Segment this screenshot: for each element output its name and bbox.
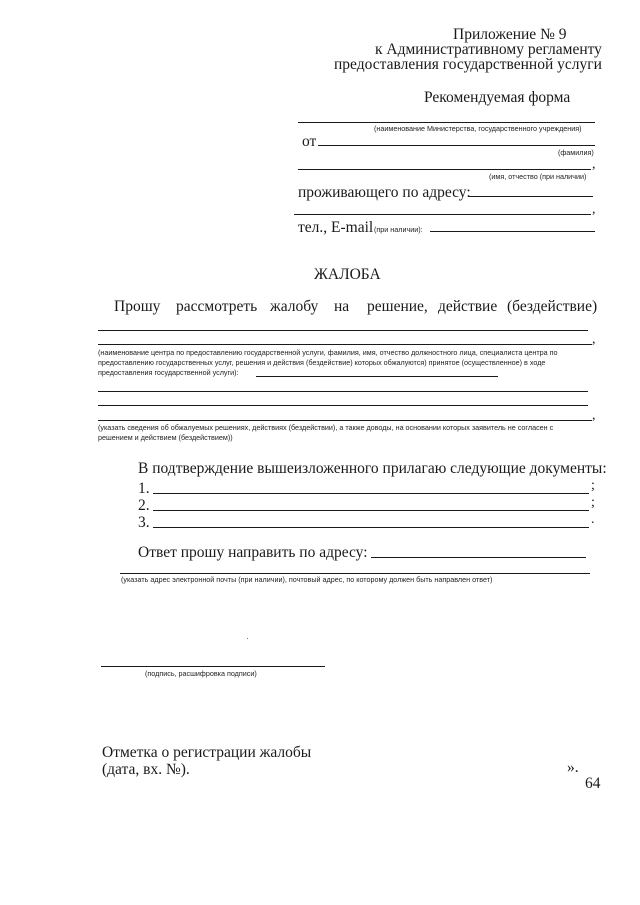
- attachment-1-line: [153, 493, 589, 494]
- reasons-line-3: [98, 420, 592, 421]
- subject-hint-1: (наименование центра по предоставлению государственной услуги, фамилия, имя, отчество должностного лица, специалиста центра по: [98, 348, 558, 357]
- ministry-hint: (наименование Министерства, государственного учреждения): [374, 124, 582, 133]
- name-hint: (имя, отчество (при наличии): [489, 172, 587, 181]
- subject-line-2: [98, 344, 592, 345]
- attachment-2-number: 2.: [138, 497, 150, 514]
- subject-hint-2: предоставлению государственных услуг, решения и действия (бездействие) которых обжалуются) принятое (осуществленное) в ходе: [98, 358, 546, 367]
- reasons-comma: ,: [592, 408, 596, 423]
- attachment-2-line: [153, 510, 589, 511]
- subject-comma: ,: [592, 332, 596, 347]
- subject-line-1: [98, 330, 588, 331]
- contacts-hint: (при наличии):: [374, 225, 423, 234]
- subject-line-3: [256, 376, 498, 377]
- ministry-line: [298, 122, 595, 123]
- address-line-1: [469, 196, 593, 197]
- page-number: 64: [585, 775, 601, 792]
- attachment-3-line: [153, 527, 589, 528]
- complaint-title: ЖАЛОБА: [314, 266, 381, 283]
- signature-line: [101, 666, 325, 667]
- request-word-4: на: [334, 298, 350, 315]
- scan-speck: [247, 638, 248, 639]
- attachments-label: В подтверждение вышеизложенного прилагаю следующие документы:: [138, 460, 607, 477]
- attachment-1-number: 1.: [138, 480, 150, 497]
- reply-line-2: [120, 573, 590, 574]
- contacts-label: тел., E-mail: [298, 219, 374, 236]
- reasons-hint-1: (указать сведения об обжалуемых решениях, действиях (бездействии), а также доводы, на основании которых заявитель не согласен с: [98, 423, 554, 432]
- attachment-3-period: .: [591, 512, 595, 527]
- registration-mark-line1: Отметка о регистрации жалобы: [102, 744, 312, 761]
- attachment-2-semicolon: ;: [591, 495, 595, 510]
- address-comma: ,: [592, 202, 596, 217]
- reasons-hint-2: решением и действием (бездействием)): [98, 433, 233, 442]
- address-label: проживающего по адресу:: [298, 184, 471, 201]
- closing-quote: ».: [567, 759, 579, 776]
- appendix-service: предоставления государственной услуги: [334, 56, 602, 73]
- request-word-2: рассмотреть: [176, 298, 258, 315]
- request-word-7: (бездействие): [507, 298, 598, 315]
- reply-line-1: [371, 557, 586, 558]
- subject-hint-3: предоставления государственной услуги):: [98, 368, 239, 377]
- signature-hint: (подпись, расшифровка подписи): [145, 669, 257, 678]
- from-label: от: [302, 133, 317, 150]
- address-line-2: [294, 214, 591, 215]
- request-word-5: решение,: [367, 298, 428, 315]
- request-word-6: действие: [438, 298, 498, 315]
- contacts-line: [430, 231, 595, 232]
- request-word-1: Прошу: [114, 298, 161, 315]
- reasons-line-2: [98, 405, 588, 406]
- surname-line: [318, 145, 595, 146]
- recommended-form-label: Рекомендуемая форма: [424, 89, 571, 106]
- surname-hint: (фамилия): [558, 148, 594, 157]
- attachment-3-number: 3.: [138, 514, 150, 531]
- request-word-3: жалобу: [270, 298, 319, 315]
- appendix-number: Приложение № 9: [453, 26, 567, 43]
- attachment-1-semicolon: ;: [591, 478, 595, 493]
- appendix-regulation: к Административному регламенту: [375, 41, 602, 58]
- reasons-line-1: [98, 391, 588, 392]
- name-comma: ,: [592, 157, 596, 172]
- registration-mark-line2: (дата, вх. №).: [102, 761, 190, 778]
- reply-hint: (указать адрес электронной почты (при наличии), почтовый адрес, по которому должен быть направлен ответ): [121, 575, 493, 584]
- reply-label: Ответ прошу направить по адресу:: [138, 544, 368, 561]
- name-line: [298, 169, 591, 170]
